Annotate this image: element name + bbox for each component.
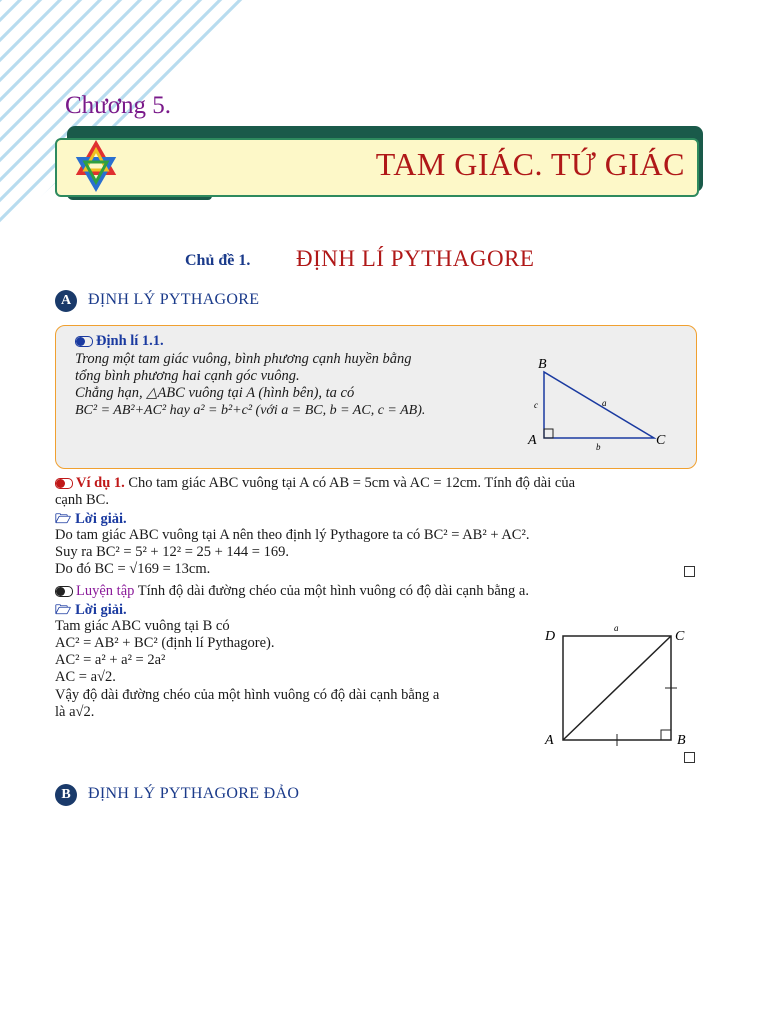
theorem-line: Chẳng hạn, △ABC vuông tại A (hình bên), ta có: [75, 385, 355, 401]
solution-line: AC² = a² + a² = 2a²: [55, 652, 166, 668]
section-b-badge: B: [55, 784, 77, 806]
vertex-a-label: A: [528, 433, 537, 448]
solution-line: Do đó BC = √169 = 13cm.: [55, 561, 211, 577]
star-logo-icon: [67, 140, 125, 195]
right-triangle-figure: [520, 352, 680, 452]
solution-line: Suy ra BC² = 5² + 12² = 25 + 144 = 169.: [55, 544, 289, 560]
qed-square-icon: [684, 566, 695, 577]
vertex-c-label: C: [656, 433, 666, 448]
folder-icon: 🗁: [55, 602, 72, 617]
solution-line: Tam giác ABC vuông tại B có: [55, 618, 230, 634]
theorem-line: Trong một tam giác vuông, bình phương cạnh huyền bằng: [75, 351, 412, 367]
chapter-label: Chương 5.: [65, 92, 171, 119]
solution-heading: 🗁 Lời giải.: [55, 511, 127, 527]
folder-icon: 🗁: [55, 511, 72, 526]
vertex-c-label: C: [675, 629, 685, 644]
square-figure: [540, 618, 700, 753]
solution-line: là a√2.: [55, 704, 95, 720]
solution-line: AC = a√2.: [55, 669, 116, 685]
toggle-icon: [55, 586, 73, 597]
vertex-a-label: A: [545, 733, 554, 748]
side-a-label: a: [614, 623, 619, 633]
example-line: cạnh BC.: [55, 492, 109, 508]
solution-heading: 🗁 Lời giải.: [55, 602, 127, 618]
solution-line: Vậy độ dài đường chéo của một hình vuông có độ dài cạnh bằng a: [55, 687, 440, 703]
side-c-label: c: [534, 400, 538, 410]
chapter-banner: [55, 138, 699, 197]
theorem-line: tổng bình phương hai cạnh góc vuông.: [75, 368, 300, 384]
side-b-label: b: [596, 442, 601, 452]
theorem-heading: Định lí 1.1.: [75, 333, 164, 350]
section-a-title: ĐỊNH LÝ PYTHAGORE: [88, 291, 260, 308]
vertex-b-label: B: [538, 357, 547, 372]
example-line: Ví dụ 1. Cho tam giác ABC vuông tại A có AB = 5cm và AC = 12cm. Tính độ dài của: [55, 475, 700, 492]
practice-line: Luyện tập Tính độ dài đường chéo của một hình vuông có độ dài cạnh bằng a.: [55, 583, 529, 600]
chapter-title: TAM GIÁC. TỨ GIÁC: [375, 146, 685, 182]
side-a-label: a: [602, 398, 607, 408]
solution-line: Do tam giác ABC vuông tại A nên theo định lý Pythagore ta có BC² = AB² + AC².: [55, 527, 530, 543]
toggle-icon: [75, 336, 93, 347]
solution-line: AC² = AB² + BC² (định lí Pythagore).: [55, 635, 275, 651]
section-a-badge: A: [55, 290, 77, 312]
section-b-title: ĐỊNH LÝ PYTHAGORE ĐẢO: [88, 785, 300, 802]
vertex-b-label: B: [677, 733, 686, 748]
toggle-icon: [55, 478, 73, 489]
topic-title: ĐỊNH LÍ PYTHAGORE: [296, 246, 535, 271]
vertex-d-label: D: [545, 629, 556, 644]
qed-square-icon: [684, 752, 695, 763]
theorem-line: BC² = AB²+AC² hay a² = b²+c² (với a = BC, b = AC, c = AB).: [75, 403, 426, 418]
topic-label: Chủ đề 1.: [185, 252, 251, 269]
